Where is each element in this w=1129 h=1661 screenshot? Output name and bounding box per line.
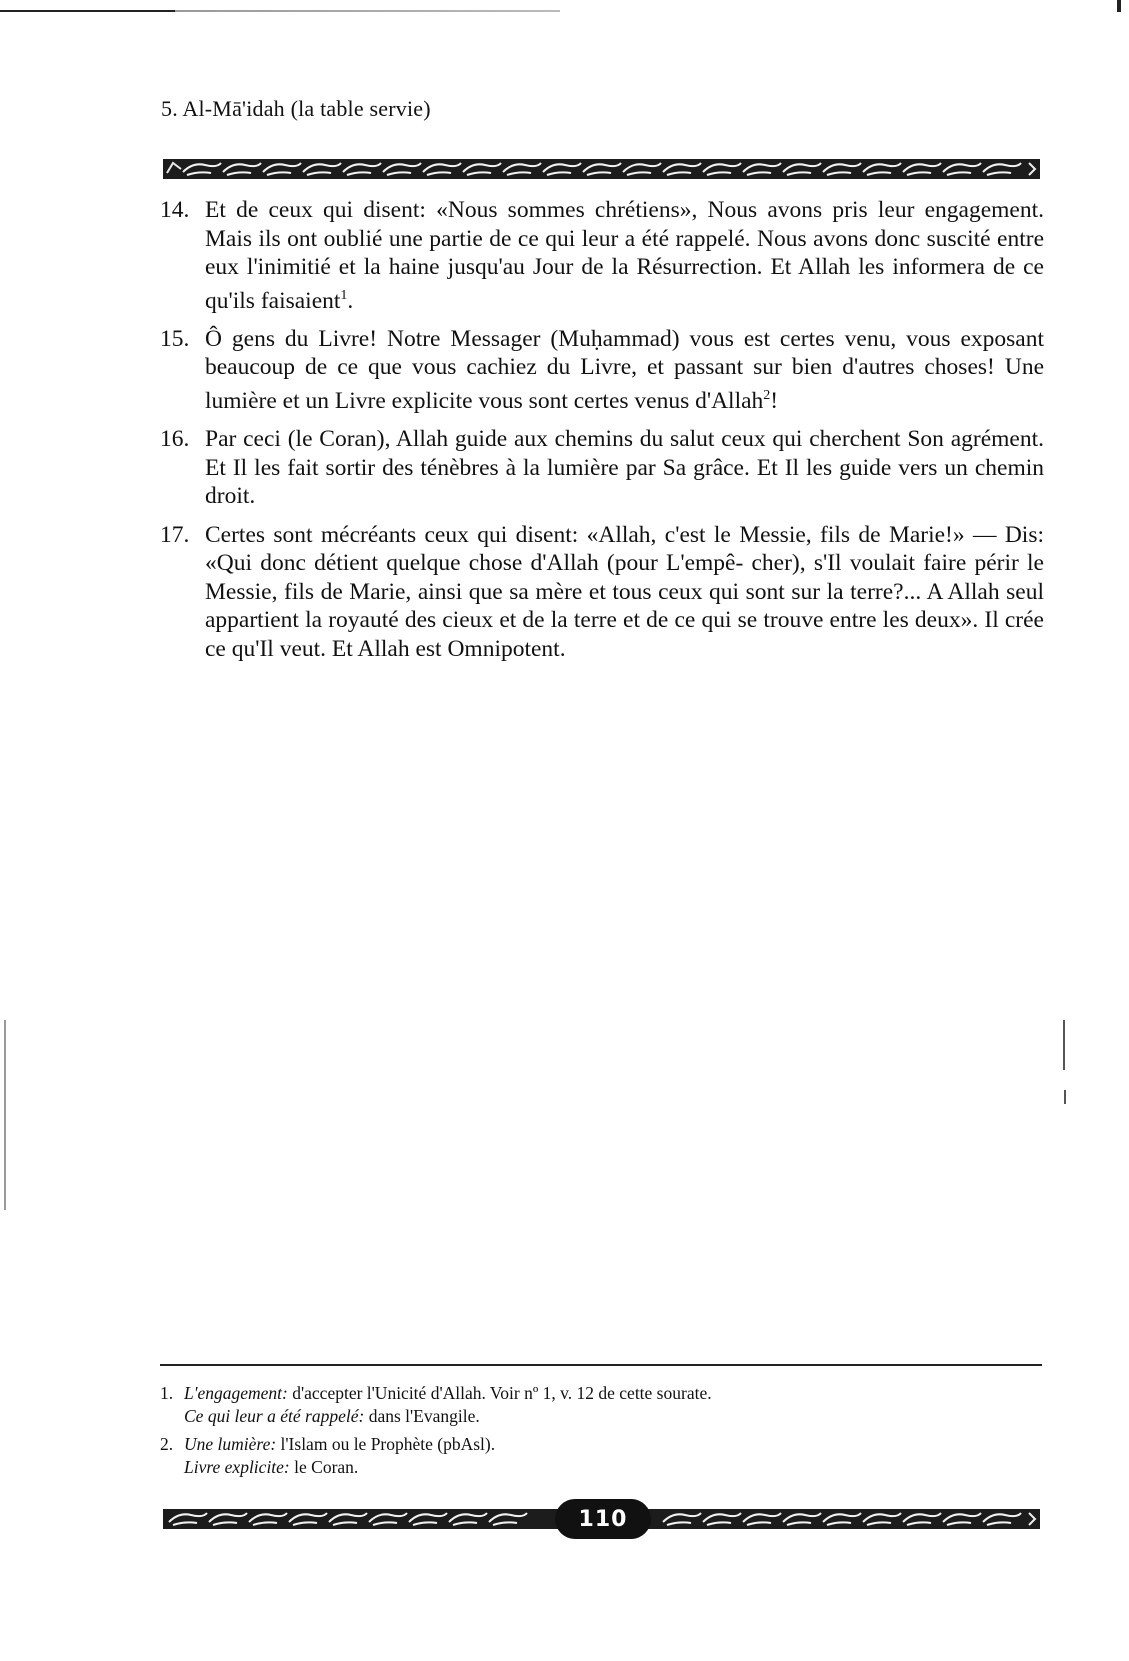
- top-rule: [0, 10, 560, 12]
- footnote-divider: [160, 1364, 1042, 1366]
- footnote-term: Une lumière:: [184, 1434, 277, 1454]
- verse-line: Marie!» — Dis: «Qui donc détient quelque chose d'Allah (pour L'empê-: [205, 521, 1044, 577]
- footnote-text: d'accepter l'Unicité d'Allah. Voir nº 1, v. 12 de cette sourate.: [287, 1383, 712, 1403]
- verse-line: Résurrection. Et Allah les informera de ce qu'ils faisaient: [205, 254, 1044, 314]
- verse-line: cher), s'Il voulait faire périr le Messie, fils de Marie, ainsi que sa mère et: [205, 550, 1044, 605]
- verse-line: d'Allah: [695, 387, 764, 414]
- verse-line: exposant beaucoup de ce que vous cachiez du Livre, et passant sur bien: [205, 325, 1045, 381]
- verse-line: cieux et de la terre et de ce qui se trouve entre les deux». Il crée ce qu'Il: [205, 607, 1044, 662]
- verse-line: veut. Et Allah est Omnipotent.: [279, 635, 566, 662]
- verse-line: !: [770, 387, 779, 414]
- verse-line: tous ceux qui sont sur la terre?... A Allah seul appartient la royauté des: [205, 578, 1044, 634]
- footnotes-section: [160, 1382, 1042, 1484]
- verse-text: [205, 425, 1044, 511]
- running-header: 5. Al-Mā'idah (la table servie): [161, 96, 431, 121]
- footnote-text: l'Islam ou le Prophète (pbAsl).: [276, 1434, 496, 1454]
- verse-text: [205, 196, 1044, 315]
- footnote-ref-2[interactable]: 2: [763, 387, 771, 403]
- verse-line: engagement. Mais ils ont oublié une partie de ce qui leur a été rappelé.: [205, 197, 1044, 252]
- scan-edge-mark: [1064, 1090, 1066, 1104]
- verse-line: d'autres choses! Une lumière et un Livre explicite vous sont certes venus: [205, 354, 1044, 414]
- footnote-text: le Coran.: [289, 1457, 359, 1477]
- footnote-ref-1[interactable]: 1: [340, 287, 348, 303]
- page-number-badge: [555, 1499, 651, 1539]
- verse-number: 16.: [160, 426, 190, 453]
- footnote-body: [184, 1433, 495, 1479]
- footnote-term: Ce qui leur a été rappelé:: [184, 1406, 365, 1426]
- verse-line: .: [347, 287, 354, 314]
- verse-line: Et Il les guide vers un chemin droit.: [205, 454, 1045, 510]
- verse-number: 17.: [160, 521, 190, 548]
- verse-text: [205, 325, 1044, 415]
- verse-number: 14.: [160, 197, 190, 223]
- footnote-number: 1.: [160, 1383, 174, 1403]
- decorative-chain-border-top: [163, 159, 1040, 179]
- footnote-term: Livre explicite:: [184, 1457, 290, 1477]
- verse-14: [160, 196, 1044, 315]
- footnote-text: dans l'Evangile.: [364, 1406, 480, 1426]
- page-number: 110: [578, 1506, 628, 1532]
- verse-line: Et de ceux qui disent: «Nous sommes chrétiens», Nous avons pris leur: [205, 197, 915, 223]
- verse-line: Son agrément. Et Il les fait sortir des ténèbres à la lumière par Sa grâce.: [205, 426, 1045, 481]
- footnote-body: [184, 1382, 712, 1428]
- verse-line: Par ceci (le Coran), Allah guide aux chemins du salut ceux qui cherchent: [205, 426, 901, 453]
- verse-line: Certes sont mécréants ceux qui disent: «Allah, c'est le Messie, fils de: [205, 521, 881, 548]
- verse-line: Ô gens du Livre! Notre Messager (Muḥammad) vous est certes venu, vous: [205, 325, 951, 352]
- scan-edge-mark: [4, 1020, 6, 1210]
- verse-16: [160, 425, 1044, 511]
- footnote-number: 2.: [160, 1434, 174, 1454]
- verse-17: [160, 521, 1044, 664]
- scan-edge-mark: [1063, 1020, 1065, 1070]
- verses-section: [160, 196, 1044, 673]
- footnote-1: [160, 1382, 1042, 1428]
- footnote-term: L'engagement:: [184, 1383, 288, 1403]
- verse-text: [205, 521, 1044, 664]
- verse-15: [160, 325, 1044, 415]
- verse-line: Nous avons donc suscité entre eux l'inimitié et la haine jusqu'au Jour de la: [205, 225, 1044, 280]
- verse-number: 15.: [160, 325, 190, 352]
- footnote-2: [160, 1433, 1042, 1479]
- corner-mark: [1117, 0, 1121, 12]
